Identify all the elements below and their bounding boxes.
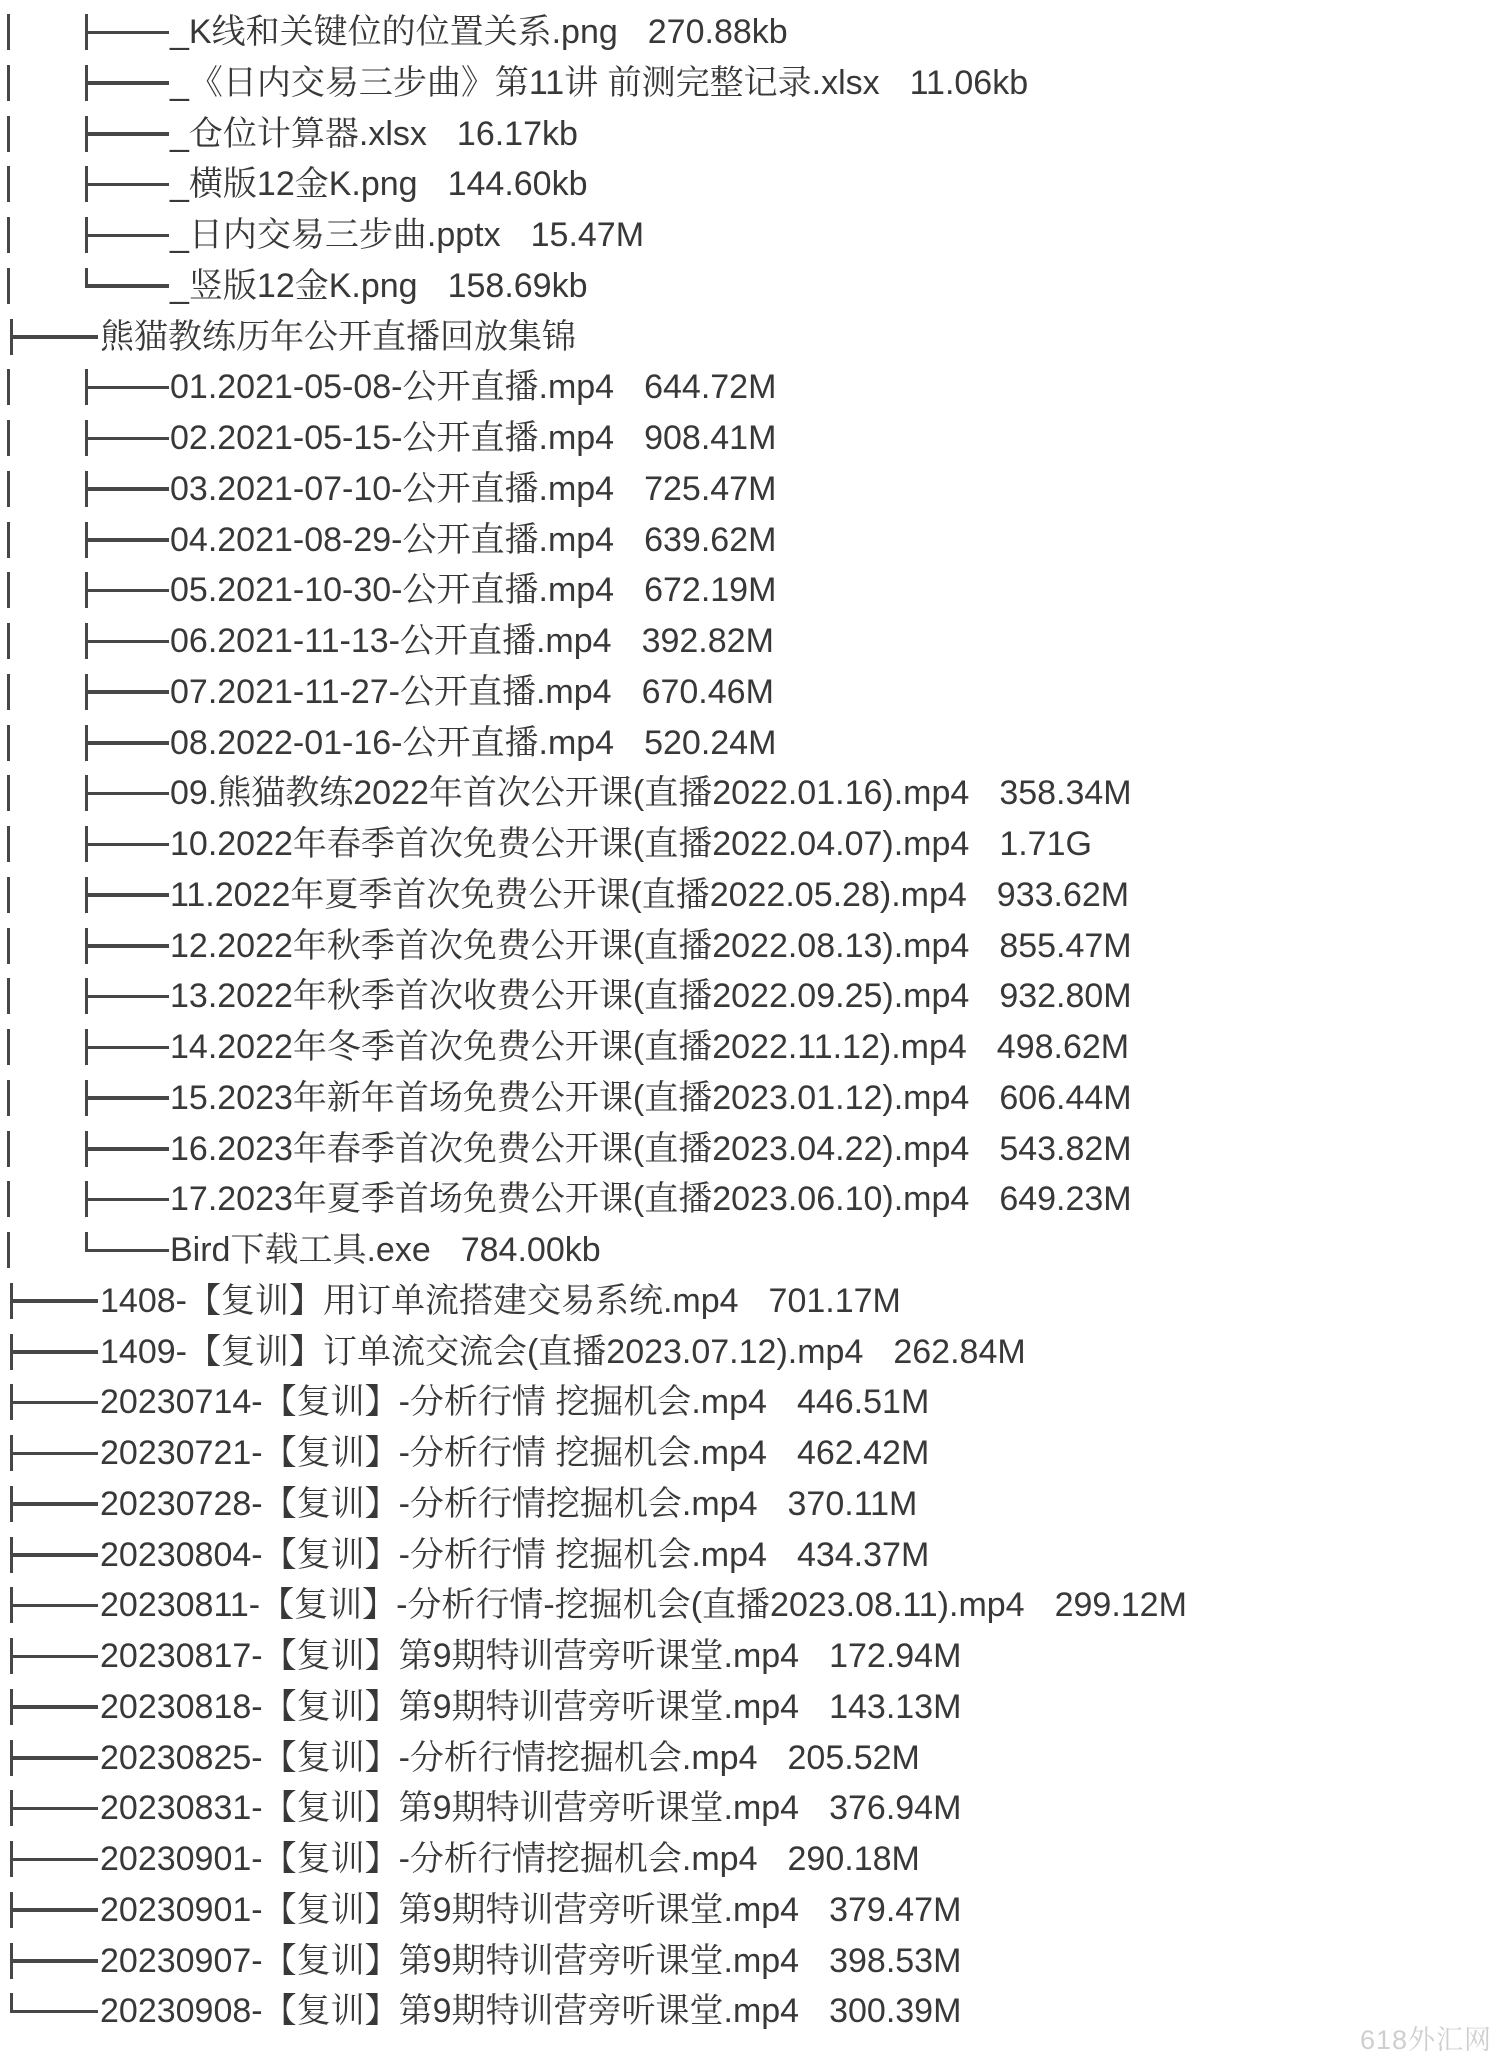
file-name: 01.2021-05-08-公开直播.mp4 <box>170 368 615 407</box>
file-size: 398.53M <box>829 1941 962 1980</box>
tree-row-text <box>170 7 788 58</box>
tree-row <box>0 667 1500 718</box>
file-size: 358.34M <box>999 774 1132 813</box>
tree-guide-line <box>7 1181 10 1217</box>
tree-row <box>0 921 1500 972</box>
tree-branch-horizontal <box>85 792 169 796</box>
tree-row-text <box>100 1327 1026 1378</box>
tree-row-text <box>100 1783 961 1834</box>
file-name: 20230817-【复训】第9期特训营旁听课堂.mp4 <box>100 1637 800 1675</box>
tree-row <box>0 58 1500 109</box>
tree-guide-line <box>7 268 10 304</box>
file-size: 672.19M <box>644 571 777 610</box>
file-name: 1408-【复训】用订单流搭建交易系统.mp4 <box>100 1281 739 1320</box>
file-name: 03.2021-07-10-公开直播.mp4 <box>170 469 615 508</box>
tree-row <box>0 261 1500 312</box>
file-size: 205.52M <box>787 1738 920 1777</box>
tree-row-text <box>100 1377 929 1428</box>
tree-guide-line <box>7 420 10 456</box>
tree-guide-line <box>7 217 10 253</box>
tree-row-text <box>170 819 1092 870</box>
tree-branch-horizontal <box>85 995 169 999</box>
tree-row-text <box>100 1580 1187 1631</box>
file-size: 379.47M <box>829 1890 962 1929</box>
file-size: 15.47M <box>530 216 645 254</box>
tree-guide-line <box>7 14 10 50</box>
tree-row <box>0 1834 1500 1885</box>
file-size: 639.62M <box>644 520 777 559</box>
file-size: 158.69kb <box>447 266 588 305</box>
tree-branch-horizontal <box>85 81 169 85</box>
file-name: Bird下载工具.exe <box>170 1231 431 1269</box>
tree-row <box>0 1986 1500 2037</box>
file-name: 13.2022年秋季首次收费公开课(直播2022.09.25).mp4 <box>170 977 970 1016</box>
tree-branch-horizontal <box>85 741 169 745</box>
tree-guide-line <box>7 65 10 101</box>
file-name: 16.2023年春季首次免费公开课(直播2023.04.22).mp4 <box>170 1129 970 1168</box>
file-size: 376.94M <box>829 1789 962 1828</box>
tree-row <box>0 1327 1500 1378</box>
tree-branch-horizontal <box>10 1908 98 1912</box>
file-name: 11.2022年夏季首次免费公开课(直播2022.05.28).mp4 <box>170 875 967 914</box>
tree-guide-line <box>7 522 10 558</box>
file-size: 606.44M <box>999 1078 1132 1117</box>
tree-branch-horizontal <box>85 843 169 847</box>
file-size: 144.60kb <box>447 165 588 204</box>
tree-row-text <box>100 1530 929 1581</box>
tree-row-text <box>170 667 774 718</box>
tree-row-text <box>100 1733 920 1784</box>
tree-guide-line <box>7 1080 10 1116</box>
tree-branch-horizontal <box>85 944 169 948</box>
tree-branch-horizontal <box>10 1452 98 1456</box>
file-size: 670.46M <box>641 672 774 711</box>
tree-guide-line <box>7 116 10 152</box>
file-name: 20230901-【复训】-分析行情挖掘机会.mp4 <box>100 1840 758 1878</box>
tree-row-text <box>100 312 576 363</box>
tree-guide-line <box>7 166 10 202</box>
tree-row-text <box>170 210 644 261</box>
tree-row <box>0 718 1500 769</box>
file-name: 14.2022年冬季首次免费公开课(直播2022.11.12).mp4 <box>170 1028 967 1066</box>
tree-guide-line <box>7 471 10 507</box>
tree-row <box>0 515 1500 566</box>
file-size: 16.17kb <box>456 114 578 153</box>
file-size: 462.42M <box>796 1434 930 1472</box>
tree-row <box>0 210 1500 261</box>
file-name: 06.2021-11-13-公开直播.mp4 <box>170 622 612 660</box>
file-size: 644.72M <box>644 368 777 407</box>
file-name: 17.2023年夏季首场免费公开课(直播2023.06.10).mp4 <box>170 1180 970 1219</box>
tree-guide-line <box>7 572 10 608</box>
file-size: 392.82M <box>641 622 774 660</box>
file-name: 15.2023年新年首场免费公开课(直播2023.01.12).mp4 <box>170 1078 970 1117</box>
tree-row <box>0 768 1500 819</box>
tree-guide-line <box>7 369 10 405</box>
tree-branch-horizontal <box>10 1807 98 1811</box>
tree-row-text <box>170 58 1028 109</box>
file-size: 784.00kb <box>460 1231 601 1269</box>
tree-row <box>0 1733 1500 1784</box>
tree-branch-horizontal <box>85 640 169 644</box>
tree-guide-line <box>7 826 10 862</box>
file-name: 20230831-【复训】第9期特训营旁听课堂.mp4 <box>100 1789 800 1828</box>
file-name: 20230728-【复训】-分析行情挖掘机会.mp4 <box>100 1484 758 1523</box>
file-size: 933.62M <box>996 875 1130 914</box>
tree-branch-horizontal <box>10 1705 98 1709</box>
file-name: 20230721-【复训】-分析行情 挖掘机会.mp4 <box>100 1434 767 1472</box>
file-size: 649.23M <box>999 1180 1132 1219</box>
tree-branch-horizontal <box>10 1350 98 1354</box>
file-name: 20230908-【复训】第9期特训营旁听课堂.mp4 <box>100 1992 800 2031</box>
tree-branch-horizontal <box>10 1502 98 1506</box>
file-size: 520.24M <box>644 723 777 762</box>
file-size: 446.51M <box>796 1383 930 1422</box>
tree-branch-horizontal <box>85 1249 169 1253</box>
tree-row <box>0 464 1500 515</box>
tree-row <box>0 1479 1500 1530</box>
tree-row <box>0 1682 1500 1733</box>
tree-branch-horizontal <box>85 538 169 542</box>
file-name: 10.2022年春季首次免费公开课(直播2022.04.07).mp4 <box>170 825 970 863</box>
tree-branch-horizontal <box>10 1756 98 1760</box>
tree-row-text <box>170 1022 1129 1073</box>
tree-branch-horizontal <box>85 1096 169 1100</box>
tree-row-text <box>170 109 578 160</box>
watermark: 618外汇网 <box>1359 2025 1492 2055</box>
tree-guide-line <box>7 775 10 811</box>
file-name: 08.2022-01-16-公开直播.mp4 <box>170 723 615 762</box>
file-size: 370.11M <box>787 1484 918 1523</box>
tree-row <box>0 565 1500 616</box>
tree-branch-horizontal <box>10 2010 98 2014</box>
file-name: 20230714-【复训】-分析行情 挖掘机会.mp4 <box>100 1383 767 1422</box>
tree-guide-line <box>7 978 10 1014</box>
tree-row-text <box>170 362 776 413</box>
tree-row <box>0 1276 1500 1327</box>
tree-branch-horizontal <box>85 1147 169 1151</box>
tree-row-text <box>170 616 774 667</box>
tree-row-text <box>170 565 776 616</box>
tree-row-text <box>170 870 1129 921</box>
tree-branch-horizontal <box>85 437 169 441</box>
tree-row <box>0 1377 1500 1428</box>
tree-branch-horizontal <box>85 284 169 288</box>
tree-guide-line <box>7 1029 10 1065</box>
tree-row-text <box>100 1631 961 1682</box>
tree-row-text <box>170 718 776 769</box>
tree-row-text <box>170 1124 1132 1175</box>
tree-branch-horizontal <box>85 1198 169 1202</box>
tree-branch-horizontal <box>85 487 169 491</box>
tree-row <box>0 971 1500 1022</box>
tree-branch-horizontal <box>10 1858 98 1862</box>
tree-row-text <box>170 1225 601 1276</box>
tree-branch-horizontal <box>10 1299 98 1303</box>
tree-row <box>0 1936 1500 1987</box>
tree-guide-line <box>7 623 10 659</box>
file-name: _横版12金K.png <box>170 165 418 204</box>
tree-guide-line <box>7 674 10 710</box>
tree-guide-line <box>7 877 10 913</box>
tree-branch-horizontal <box>85 386 169 390</box>
tree-row-text <box>100 1479 917 1530</box>
tree-branch-horizontal <box>10 1604 98 1608</box>
file-size: 908.41M <box>644 419 777 457</box>
tree-row-text <box>170 464 776 515</box>
file-size: 290.18M <box>787 1840 920 1878</box>
file-size: 143.13M <box>829 1687 962 1726</box>
file-name: 07.2021-11-27-公开直播.mp4 <box>170 672 612 711</box>
file-size: 299.12M <box>1054 1586 1187 1625</box>
file-tree <box>0 7 1500 2037</box>
file-name: 04.2021-08-29-公开直播.mp4 <box>170 520 615 559</box>
tree-guide-line <box>7 1131 10 1167</box>
file-name: _《日内交易三步曲》第11讲 前测完整记录.xlsx <box>170 63 880 102</box>
tree-branch-horizontal <box>85 183 169 187</box>
tree-branch-horizontal <box>10 1959 98 1963</box>
file-name: 02.2021-05-15-公开直播.mp4 <box>170 419 615 457</box>
tree-row-text <box>170 515 776 566</box>
tree-row <box>0 1073 1500 1124</box>
file-size: 498.62M <box>996 1028 1130 1066</box>
file-size: 270.88kb <box>647 13 788 51</box>
file-name: 20230818-【复训】第9期特训营旁听课堂.mp4 <box>100 1687 800 1726</box>
tree-branch-horizontal <box>85 893 169 897</box>
file-size: 1.71G <box>999 825 1092 863</box>
file-name: _日内交易三步曲.pptx <box>170 216 501 254</box>
tree-row <box>0 1022 1500 1073</box>
file-name: 20230907-【复训】第9期特训营旁听课堂.mp4 <box>100 1941 800 1980</box>
tree-branch-horizontal <box>85 234 169 238</box>
file-name: 09.熊猫教练2022年首次公开课(直播2022.01.16).mp4 <box>170 774 970 813</box>
tree-row-text <box>170 413 776 464</box>
file-name: _K线和关键位的位置关系.png <box>170 13 618 51</box>
tree-branch-horizontal <box>85 690 169 694</box>
tree-row <box>0 109 1500 160</box>
tree-row-text <box>100 1834 920 1885</box>
tree-row <box>0 1174 1500 1225</box>
tree-branch-horizontal <box>85 31 169 35</box>
file-name: 20230901-【复训】第9期特训营旁听课堂.mp4 <box>100 1890 800 1929</box>
tree-row <box>0 413 1500 464</box>
tree-guide-line <box>7 1232 10 1268</box>
tree-row-text <box>100 1885 961 1936</box>
tree-row-text <box>170 261 588 312</box>
tree-row <box>0 159 1500 210</box>
tree-row <box>0 1783 1500 1834</box>
tree-branch-horizontal <box>85 589 169 593</box>
tree-guide-line <box>7 725 10 761</box>
tree-branch-horizontal <box>85 1046 169 1050</box>
file-name: 12.2022年秋季首次免费公开课(直播2022.08.13).mp4 <box>170 926 970 965</box>
file-size: 855.47M <box>999 926 1132 965</box>
tree-branch-horizontal <box>85 132 169 136</box>
tree-row <box>0 312 1500 363</box>
tree-row <box>0 7 1500 58</box>
file-size: 172.94M <box>829 1637 962 1675</box>
file-size: 932.80M <box>999 977 1132 1016</box>
file-size: 434.37M <box>796 1535 930 1574</box>
tree-row-text <box>170 768 1132 819</box>
file-name: 20230811-【复训】-分析行情-挖掘机会(直播2023.08.11).mp4 <box>100 1586 1025 1625</box>
tree-row-text <box>170 1073 1132 1124</box>
file-name: _竖版12金K.png <box>170 266 418 305</box>
tree-row-text <box>100 1682 961 1733</box>
file-name: _仓位计算器.xlsx <box>170 114 427 153</box>
tree-row-text <box>170 971 1132 1022</box>
tree-row <box>0 1580 1500 1631</box>
tree-row <box>0 616 1500 667</box>
file-name: 熊猫教练历年公开直播回放集锦 <box>100 317 576 356</box>
tree-row-text <box>100 1428 929 1479</box>
tree-branch-horizontal <box>10 1553 98 1557</box>
tree-guide-line <box>7 928 10 964</box>
file-name: 1409-【复训】订单流交流会(直播2023.07.12).mp4 <box>100 1332 864 1371</box>
file-size: 11.06kb <box>909 63 1029 102</box>
tree-branch-horizontal <box>10 335 98 339</box>
tree-row <box>0 819 1500 870</box>
file-name: 20230804-【复训】-分析行情 挖掘机会.mp4 <box>100 1535 767 1574</box>
file-size: 725.47M <box>644 469 777 508</box>
tree-branch-horizontal <box>10 1401 98 1405</box>
file-name: 05.2021-10-30-公开直播.mp4 <box>170 571 615 610</box>
tree-row-text <box>100 1986 961 2037</box>
tree-row-text <box>170 159 588 210</box>
file-size: 300.39M <box>829 1992 962 2031</box>
tree-row <box>0 870 1500 921</box>
tree-row <box>0 1428 1500 1479</box>
tree-row <box>0 362 1500 413</box>
tree-row <box>0 1225 1500 1276</box>
tree-branch-horizontal <box>10 1655 98 1659</box>
file-size: 701.17M <box>768 1281 901 1320</box>
file-size: 262.84M <box>893 1332 1026 1371</box>
tree-row-text <box>170 921 1132 972</box>
tree-row <box>0 1885 1500 1936</box>
tree-row <box>0 1124 1500 1175</box>
tree-row <box>0 1530 1500 1581</box>
file-name: 20230825-【复训】-分析行情挖掘机会.mp4 <box>100 1738 758 1777</box>
file-size: 543.82M <box>999 1129 1132 1168</box>
tree-row-text <box>170 1174 1132 1225</box>
tree-row-text <box>100 1276 901 1327</box>
tree-row <box>0 1631 1500 1682</box>
tree-row-text <box>100 1936 961 1987</box>
